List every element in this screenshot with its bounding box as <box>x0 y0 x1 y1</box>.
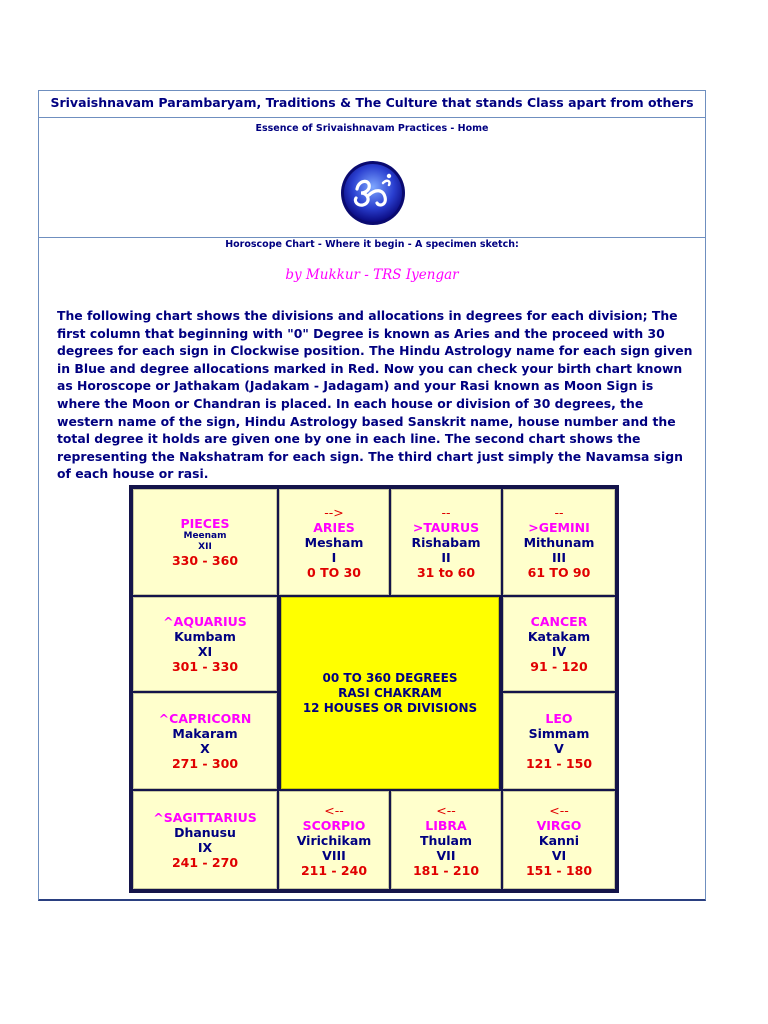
house-number: XI <box>197 644 213 659</box>
house-number: X <box>200 741 210 756</box>
cell-capricorn <box>133 693 277 789</box>
house-number: IX <box>197 840 213 855</box>
direction-arrow: -- <box>441 504 451 520</box>
western-sign: ^AQUARIUS <box>163 614 247 629</box>
degree-range: 211 - 240 <box>300 862 368 878</box>
hindu-sign: Virichikam <box>296 832 372 848</box>
house-number: IV <box>551 644 567 659</box>
hindu-sign: Simmam <box>528 726 590 741</box>
hindu-sign: Dhanusu <box>174 825 236 840</box>
western-sign: VIRGO <box>536 817 582 833</box>
western-sign: LEO <box>545 711 573 726</box>
direction-arrow: <-- <box>436 802 456 818</box>
degree-range: 330 - 360 <box>171 553 239 568</box>
degree-range: 0 TO 30 <box>307 564 361 580</box>
degree-range: 181 - 210 <box>412 862 480 878</box>
om-icon <box>339 159 407 227</box>
cell-taurus <box>391 489 501 595</box>
site-title: Srivaishnavam Parambaryam, Traditions & The Culture that stands Class apart from others <box>39 91 705 118</box>
western-sign: PIECES <box>180 516 230 531</box>
western-sign: LIBRA <box>425 817 467 833</box>
hindu-sign: Mesham <box>304 534 364 550</box>
chart-center <box>281 597 499 789</box>
degree-range: 271 - 300 <box>171 756 239 771</box>
cell-libra <box>391 791 501 889</box>
degree-range: 121 - 150 <box>525 756 593 771</box>
page-frame <box>38 90 706 901</box>
degree-range: 301 - 330 <box>171 659 239 674</box>
cell-sagittarius <box>133 791 277 889</box>
western-sign: >TAURUS <box>412 519 480 535</box>
degree-range: 61 TO 90 <box>527 564 591 580</box>
house-number: II <box>441 549 451 565</box>
cell-leo <box>503 693 615 789</box>
cell-virgo <box>503 791 615 889</box>
direction-arrow: -- <box>554 504 564 520</box>
house-number: I <box>331 549 337 565</box>
house-number: XII <box>198 542 212 552</box>
degree-range: 241 - 270 <box>171 855 239 870</box>
cell-aquarius <box>133 597 277 691</box>
article-paragraph: The following chart shows the divisions and allocations in degrees for each division; The first column that beginning with "0" Degree is known as Aries and the proceed with 30 degrees for each sign in Clockwise position. The Hindu Astrology name for each sign given in Blue and degree allocations marked in Red. Now you can check your birth chart known as Horoscope or Jathakam (Jadakam - Jadagam) and your Rasi known as Moon Sign is where the Moon or Chandran is placed. In each house or division of 30 degrees, the western name of the sign, Hindu Astrology based Sanskrit name, house number and the total degree it holds are given one by one in each line. The second chart shows the representing the Nakshatram for each sign. The third chart just simply the Navamsa sign of each house or rasi. <box>57 308 693 482</box>
cell-cancer <box>503 597 615 691</box>
hindu-sign: Thulam <box>419 832 473 848</box>
degree-range: 31 to 60 <box>416 564 476 580</box>
western-sign: SCORPIO <box>302 817 366 833</box>
cell-aries <box>279 489 389 595</box>
western-sign: >GEMINI <box>528 519 590 535</box>
hindu-sign: Kanni <box>538 832 580 848</box>
center-line-1: 00 TO 360 DEGREES <box>322 670 458 685</box>
cell-pieces <box>133 489 277 595</box>
center-line-3: 12 HOUSES OR DIVISIONS <box>302 700 478 715</box>
house-number: VIII <box>322 847 346 863</box>
cell-gemini <box>503 489 615 595</box>
home-link[interactable]: Essence of Srivaishnavam Practices - Home <box>255 123 489 134</box>
western-sign: ^SAGITTARIUS <box>153 810 257 825</box>
section-divider <box>39 237 705 238</box>
hindu-sign: Kumbam <box>174 629 236 644</box>
direction-arrow: <-- <box>324 802 344 818</box>
house-number: V <box>554 741 564 756</box>
hindu-sign: Katakam <box>527 629 591 644</box>
degree-range: 91 - 120 <box>530 659 588 674</box>
direction-arrow: <-- <box>549 802 569 818</box>
house-number: VII <box>436 847 456 863</box>
hindu-sign: Makaram <box>172 726 238 741</box>
western-sign: CANCER <box>530 614 588 629</box>
house-number: VI <box>551 847 567 863</box>
rasi-chart <box>129 485 619 893</box>
direction-arrow: --> <box>324 504 344 520</box>
western-sign: ^CAPRICORN <box>158 711 252 726</box>
house-number: III <box>552 549 566 565</box>
article-author: by Mukkur - TRS Iyengar <box>285 267 459 283</box>
hindu-sign: Mithunam <box>523 534 595 550</box>
degree-range: 151 - 180 <box>525 862 593 878</box>
cell-scorpio <box>279 791 389 889</box>
center-line-2: RASI CHAKRAM <box>338 685 442 700</box>
hindu-sign: Rishabam <box>411 534 481 550</box>
hindu-sign: Meenam <box>183 531 227 541</box>
western-sign: ARIES <box>313 519 355 535</box>
article-subtitle: Horoscope Chart - Where it begin - A specimen sketch: <box>225 239 519 250</box>
